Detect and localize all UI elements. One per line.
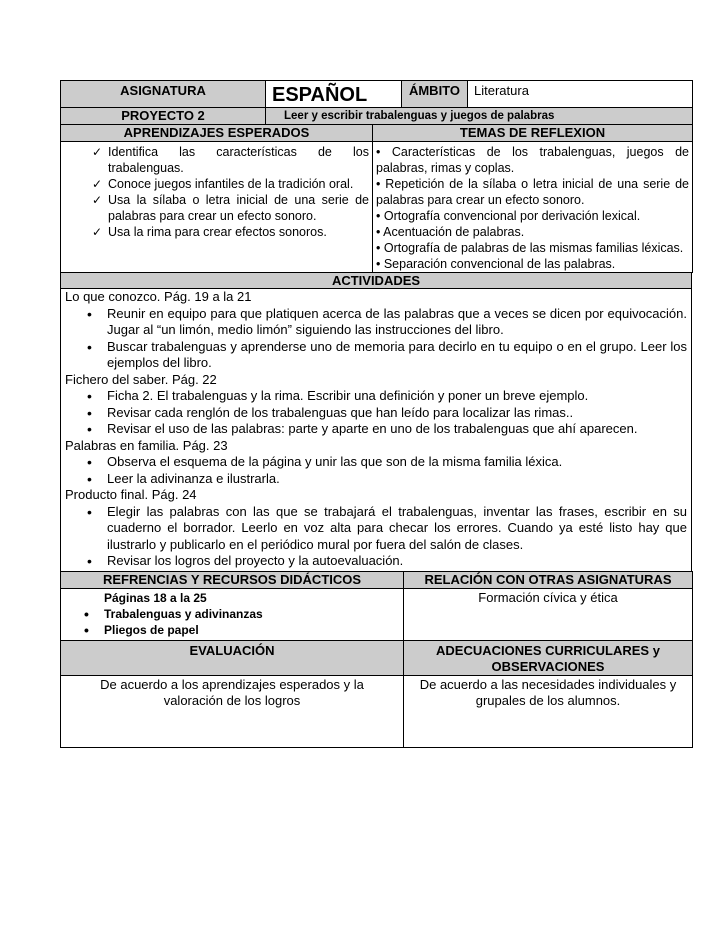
tema-item: • Ortografía convencional por derivación lexical. <box>376 209 641 223</box>
activity-item: • Buscar trabalenguas y aprenderse uno de memoria para decirlo en tu equipo o en el grupo. Leer los ejemplos del libro. <box>107 339 687 372</box>
referencia-first: Páginas 18 a la 25 <box>104 590 207 605</box>
tema-item: • Separación convencional de las palabras. <box>376 257 616 271</box>
relacion-value: Formación cívica y ética <box>404 588 693 640</box>
tema-item: • Ortografía de palabras de las mismas familias léxicas. <box>376 241 684 255</box>
asignatura-value: ESPAÑOL <box>266 81 402 108</box>
section-heading: Palabras en familia. Pág. 23 <box>65 437 228 453</box>
activity-list <box>65 388 687 438</box>
temas-title: TEMAS DE REFLEXION <box>373 125 693 142</box>
section-heading: Producto final. Pág. 24 <box>65 487 197 502</box>
aprendizajes-table <box>60 124 693 273</box>
temas-cell <box>373 142 693 273</box>
activity-item: • Reunir en equipo para que platiquen acerca de las palabras que a veces se dicen por equivocación. Jugar al “un limón, medio limón” siguiendo las instrucciones del libro. <box>107 306 687 339</box>
aprendizajes-title: APRENDIZAJES ESPERADOS <box>61 125 373 142</box>
proyecto-label: PROYECTO 2 <box>61 108 266 125</box>
tema-item: • Repetición de la sílaba o letra inicial de una serie de palabras para crear un efecto sonoro. <box>376 177 689 207</box>
actividades-cell <box>61 289 692 572</box>
activity-item: • Revisar el uso de las palabras: parte y aparte en uno de los trabalenguas que ahí aparecen. <box>107 421 687 438</box>
aprendizajes-cell <box>61 142 373 273</box>
aprendizaje-item: ✓ Conoce juegos infantiles de la tradición oral. <box>108 176 369 192</box>
ambito-label: ÁMBITO <box>402 81 468 108</box>
activity-item: • Ficha 2. El trabalenguas y la rima. Escribir una definición y poner un breve ejemplo. <box>107 388 687 405</box>
header-table <box>60 80 693 125</box>
evaluacion-title: EVALUACIÓN <box>61 640 404 675</box>
proyecto-value: Leer y escribir trabalenguas y juegos de palabras <box>266 108 693 125</box>
evaluacion-table <box>60 640 693 748</box>
referencias-title: REFRENCIAS Y RECURSOS DIDÁCTICOS <box>61 571 404 588</box>
referencias-table <box>60 571 693 641</box>
aprendizajes-list <box>64 144 369 240</box>
planning-sheet <box>60 80 692 748</box>
referencias-cell <box>61 588 404 640</box>
activity-item: • Revisar cada renglón de los trabalenguas que han leído para localizar las rimas.. <box>107 405 687 422</box>
asignatura-label: ASIGNATURA <box>61 81 266 108</box>
activity-item: • Revisar los logros del proyecto y la autoevaluación. <box>107 553 687 570</box>
referencias-list <box>64 590 400 638</box>
tema-item: • Acentuación de palabras. <box>376 225 525 239</box>
activity-item: • Observa el esquema de la página y unir las que son de la misma familia léxica. <box>107 454 687 471</box>
adecuaciones-title: ADECUACIONES CURRICULARES y OBSERVACIONES <box>404 640 693 675</box>
referencia-item: • Trabalenguas y adivinanzas <box>104 606 400 622</box>
section-heading: Fichero del saber. Pág. 22 <box>65 371 217 387</box>
ambito-value: Literatura <box>468 81 693 108</box>
aprendizaje-item: ✓ Usa la rima para crear efectos sonoros. <box>108 224 369 240</box>
referencia-item: • Pliegos de papel <box>104 622 400 638</box>
activity-item: • Leer la adivinanza e ilustrarla. <box>107 471 687 488</box>
activity-item: • Elegir las palabras con las que se trabajará el trabalenguas, inventar las frases, escribir en su cuaderno el borrador. Leerlo en voz alta para checar los errores. Cuando ya esté listo hay que ilustrarlo y publicarlo en el periódico mural por fuera del salón de clases. <box>107 504 687 554</box>
aprendizaje-item: ✓ Identifica las características de los trabalenguas. <box>108 144 369 176</box>
section-heading: Lo que conozco. Pág. 19 a la 21 <box>65 289 252 304</box>
evaluacion-value: De acuerdo a los aprendizajes esperados y la valoración de los logros <box>61 675 404 747</box>
activity-list <box>65 504 687 570</box>
activity-list <box>65 454 687 487</box>
tema-item: • Características de los trabalenguas, juegos de palabras, rimas y coplas. <box>376 145 689 175</box>
adecuaciones-value: De acuerdo a las necesidades individuales y grupales de los alumnos. <box>404 675 693 747</box>
activity-list <box>65 306 687 372</box>
actividades-table <box>60 272 692 572</box>
actividades-title: ACTIVIDADES <box>61 273 692 289</box>
relacion-title: RELACIÓN CON OTRAS ASIGNATURAS <box>404 571 693 588</box>
aprendizaje-item: ✓ Usa la sílaba o letra inicial de una serie de palabras para crear un efecto sonoro. <box>108 192 369 224</box>
